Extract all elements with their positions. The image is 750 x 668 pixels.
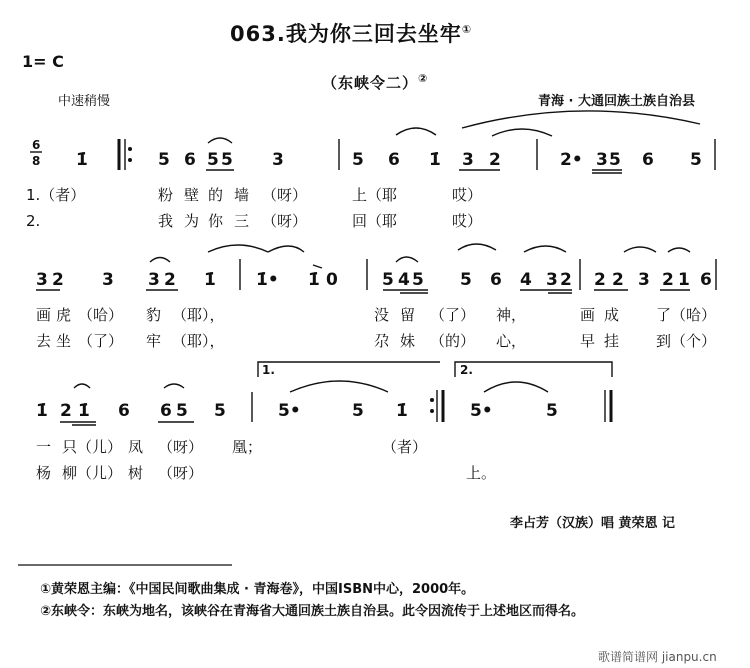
lyric: 2. (26, 212, 41, 230)
lyric: （耶）， (172, 332, 225, 350)
lyric: 了（哈） (656, 306, 717, 324)
note: 2 (560, 270, 572, 290)
note: 2• (560, 150, 583, 170)
lyric: 坐 (56, 332, 72, 350)
slur (396, 128, 436, 135)
lyric: 到（个） (656, 332, 717, 350)
volta-bracket-2 (455, 362, 612, 377)
lyric: （呀） (158, 438, 204, 456)
lyric: 妹 (400, 332, 416, 350)
note: 1̇ (308, 270, 320, 290)
lyric: 虎 (56, 306, 72, 324)
repeat-dot (128, 147, 132, 151)
slur (668, 248, 690, 252)
slur (74, 384, 90, 388)
note: 6 (490, 270, 502, 290)
note: 3 (596, 150, 608, 170)
lyric: （了） (78, 332, 124, 350)
slur (164, 384, 184, 388)
slur (208, 245, 268, 252)
note: 1̇ (204, 270, 216, 290)
lyric: 上。 (466, 464, 497, 482)
lyric: （哈） (78, 306, 124, 324)
lyric: 早 (580, 332, 596, 350)
slur (524, 246, 566, 252)
note: 2 (662, 270, 674, 290)
slur (484, 382, 548, 392)
note: 5• (278, 401, 301, 421)
note: 1̇ (36, 401, 48, 421)
footnote-2: ②东峡令：东峡为地名，该峡谷在青海省大通回族土族自治县。此令因流传于上述地区而得名。 (40, 604, 585, 619)
meter-bottom: 8 (32, 154, 41, 168)
slur (492, 129, 552, 136)
tempo-marking: 中速稍慢 (58, 94, 111, 109)
note: 3 (36, 270, 48, 290)
lyric: 一 (36, 438, 52, 456)
repeat-dot (430, 409, 434, 413)
note: 2 (612, 270, 624, 290)
note: 5 (221, 150, 233, 170)
note: 2 (60, 401, 72, 421)
slur (208, 138, 232, 143)
note: 3 (102, 270, 114, 290)
note: 2 (594, 270, 606, 290)
note: 3 (638, 270, 650, 290)
note: 6 (160, 401, 172, 421)
note: 5 (690, 150, 702, 170)
lyric: 三 (234, 212, 250, 230)
site-watermark: 歌谱简谱网 jianpu.cn (598, 650, 717, 664)
lyric: 哎） (452, 186, 483, 204)
performer-credit: 李占芳（汉族）唱 黄荣恩 记 (510, 516, 676, 531)
note: 5 (609, 150, 621, 170)
lyric: 1.（者） (26, 186, 86, 204)
note: 3 (462, 150, 474, 170)
repeat-dot (430, 398, 434, 402)
note: 2 (489, 150, 501, 170)
tune-subtitle-text: （东峡令二） (322, 74, 419, 92)
lyric: 去 (36, 332, 52, 350)
lyric: 凰； (232, 438, 263, 456)
repeat-dot (128, 158, 132, 162)
lyric: 杨 (36, 464, 52, 482)
note: 3 (148, 270, 160, 290)
slur (150, 258, 170, 263)
lyric: 树 (128, 464, 144, 482)
song-title-text: 063.我为你三回去坐牢 (230, 22, 462, 46)
lyric: （的） (430, 332, 476, 350)
note: 4 (398, 270, 410, 290)
note: 5• (470, 401, 493, 421)
note: 6 (184, 150, 196, 170)
lyric: 画 (580, 306, 596, 324)
lyric: 只（儿） (62, 438, 123, 456)
note: 5 (158, 150, 170, 170)
note: 5 (412, 270, 424, 290)
volta-label-2: 2. (460, 363, 473, 377)
lyric: （了） (430, 306, 476, 324)
volta-label-1: 1. (262, 363, 275, 377)
lyric: 你 (208, 212, 224, 230)
lyric: 神， (496, 306, 527, 324)
note: 5 (176, 401, 188, 421)
lyric: 挂 (604, 332, 620, 350)
note: 6 (700, 270, 712, 290)
lyric: 上（耶 (352, 186, 398, 204)
lyric: 没 (374, 306, 390, 324)
lyric: 尕 (374, 332, 390, 350)
note: 5 (214, 401, 226, 421)
note: 1̇ (76, 150, 88, 170)
lyric: 画 (36, 306, 52, 324)
lyric: （呀） (262, 212, 308, 230)
slur (396, 257, 418, 262)
note: 5 (460, 270, 472, 290)
lyric: （呀） (262, 186, 308, 204)
note: 0 (326, 270, 338, 290)
slur (290, 381, 388, 392)
note: 4 (520, 270, 532, 290)
lyric: 心， (496, 332, 527, 350)
lyric: 凤 (128, 438, 144, 456)
lyric: （者） (382, 438, 428, 456)
note: 1̇ (78, 401, 90, 421)
note: 1̇• (256, 270, 279, 290)
note: 6 (388, 150, 400, 170)
lyric: （呀） (158, 464, 204, 482)
key-signature: 1= C (22, 52, 64, 71)
note: 5 (352, 401, 364, 421)
note: 6 (642, 150, 654, 170)
lyric: 豹 (146, 306, 162, 324)
lyric: 牢 (146, 332, 162, 350)
note: 2 (164, 270, 176, 290)
lyric: 哎） (452, 212, 483, 230)
slur (462, 111, 700, 128)
lyric: 柳（儿） (62, 464, 123, 482)
note: 2 (52, 270, 64, 290)
volta-bracket-1 (258, 362, 440, 377)
lyric: 的 (208, 186, 224, 204)
lyric: 我 (158, 212, 174, 230)
note: 1 (678, 270, 690, 290)
slur (624, 247, 656, 252)
title-footnote-marker: ① (461, 23, 473, 36)
lyric: 成 (604, 306, 620, 324)
lyric: 留 (400, 306, 416, 324)
note: 1̇ (429, 150, 441, 170)
note: 5 (207, 150, 219, 170)
note: 6 (118, 401, 130, 421)
lyric: 为 (184, 212, 200, 230)
lyric: 壁 (184, 186, 200, 204)
note: 5 (352, 150, 364, 170)
note: 5 (382, 270, 394, 290)
note: 3 (272, 150, 284, 170)
meter-top: 6 (32, 138, 41, 152)
slur (458, 244, 496, 250)
lyric: 粉 (158, 186, 174, 204)
slur (268, 246, 304, 252)
note: 1̇ (396, 401, 408, 421)
subtitle-footnote-marker: ② (418, 72, 429, 85)
lyric: （耶）， (172, 306, 225, 324)
tie-arrow (313, 265, 322, 268)
lyric: 回（耶 (352, 212, 398, 230)
footnote-1: ①黄荣恩主编：《中国民间歌曲集成 · 青海卷》，中国ISBN中心，2000年。 (40, 582, 475, 597)
note: 3 (546, 270, 558, 290)
region-label: 青海 · 大通回族土族自治县 (538, 94, 695, 109)
note: 5 (546, 401, 558, 421)
lyric: 墙 (234, 186, 250, 204)
